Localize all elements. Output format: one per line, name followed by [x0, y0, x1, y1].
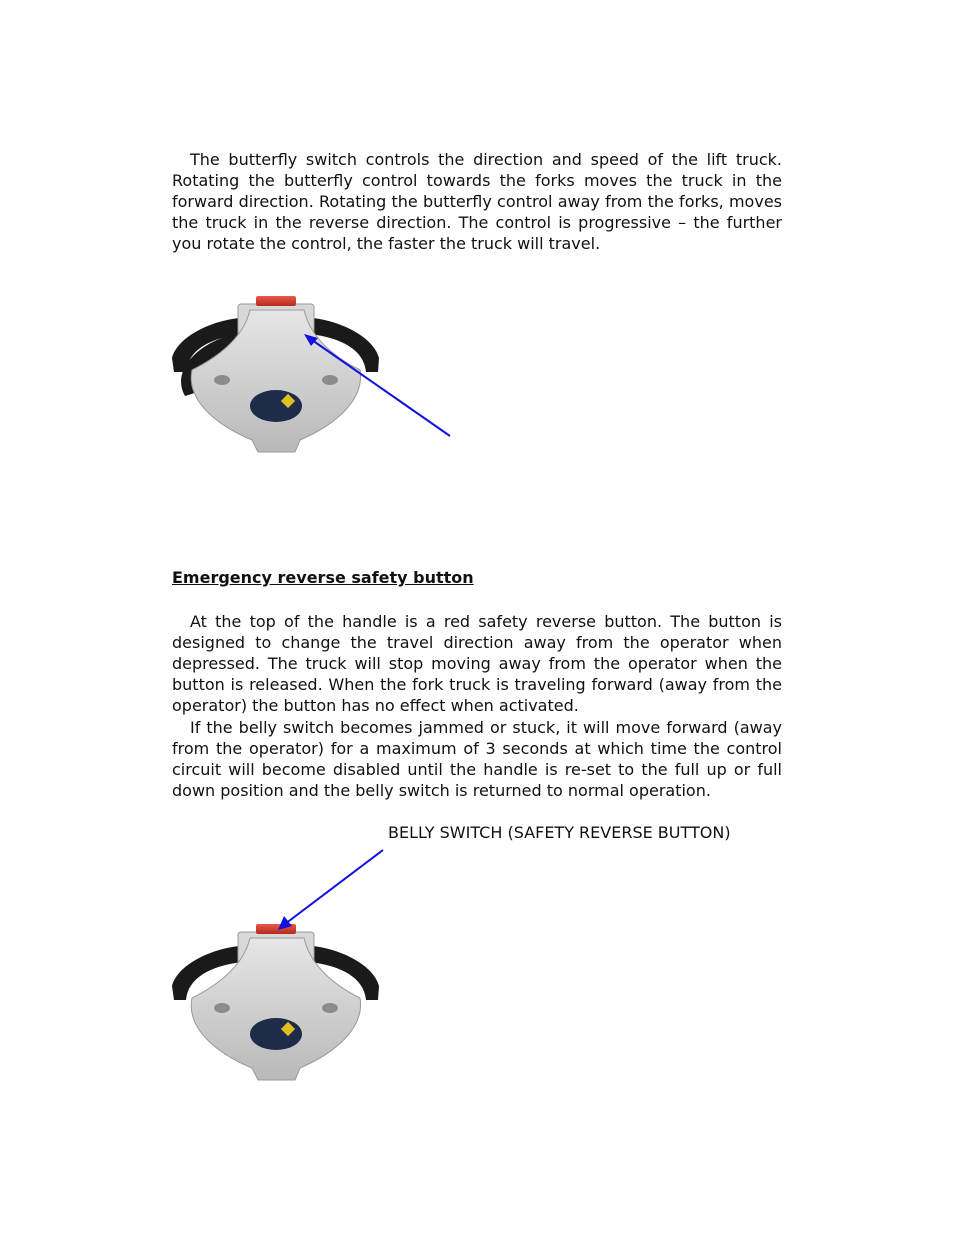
- section-paragraph-1: At the top of the handle is a red safety reverse button. The button is designed to change the travel direction away from the operator when depressed. The truck will stop moving away from the operator when the button is released. When the fork truck is traveling forward (away from the operator) the button has no effect when activated.: [172, 612, 782, 715]
- pointer-arrow-2: [278, 850, 383, 930]
- section-heading: Emergency reverse safety button: [172, 568, 474, 587]
- handle-image-2: [172, 924, 379, 1080]
- intro-paragraph: The butterfly switch controls the direction and speed of the lift truck. Rotating the butterfly control towards the forks moves the truck in the forward direction. Rotating the butterfly control away from the forks, moves the truck in the reverse direction. The control is progressive – the further you rotate the control, the faster the truck will travel.: [172, 150, 782, 253]
- belly-switch-label: BELLY SWITCH (SAFETY REVERSE BUTTON): [388, 823, 731, 842]
- section-paragraph-2: If the belly switch becomes jammed or stuck, it will move forward (away from the operator) for a maximum of 3 seconds at which time the control circuit will become disabled until the handle is re-set to the full up or full down position and the belly switch is returned to normal operation.: [172, 718, 782, 800]
